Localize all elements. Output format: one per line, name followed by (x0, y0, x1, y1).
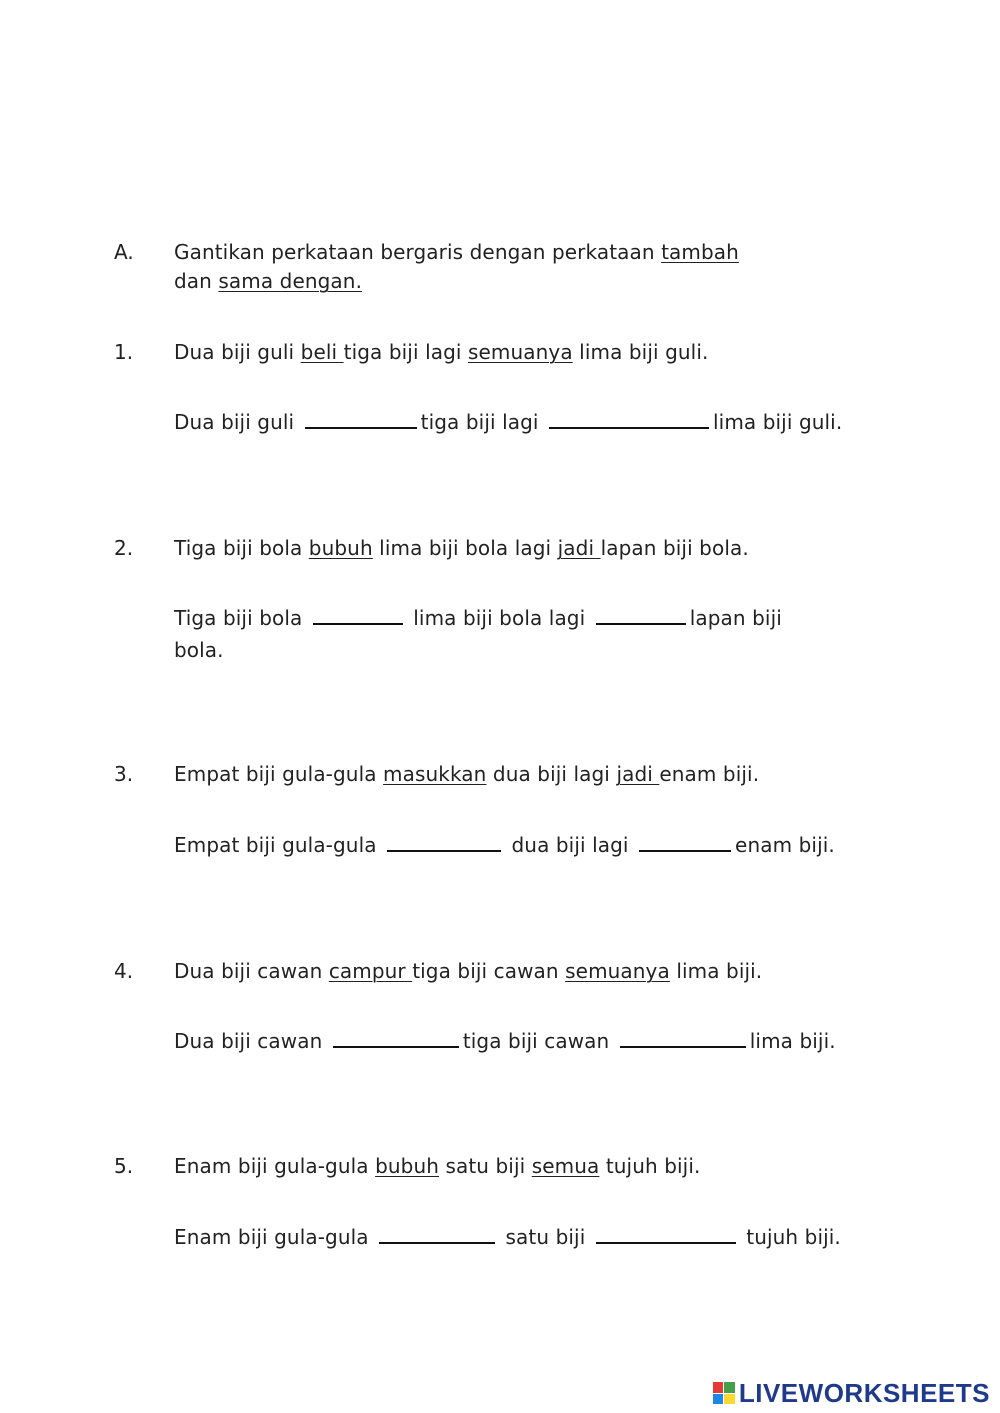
question-sentence: Dua biji guli beli tiga biji lagi semuanya lima biji guli. (174, 340, 709, 364)
answer-blank[interactable] (305, 407, 417, 429)
answer-sentence-continued: bola. (174, 638, 224, 662)
answer-sentence: Empat biji gula-gula dua biji lagi enam biji. (174, 830, 835, 860)
answer-sentence: Dua biji guli tiga biji lagi lima biji guli. (174, 407, 842, 437)
answer-sentence: Enam biji gula-gula satu biji tujuh biji. (174, 1222, 841, 1252)
question-number: 1. (114, 340, 134, 364)
question-sentence: Enam biji gula-gula bubuh satu biji semua tujuh biji. (174, 1154, 701, 1178)
instruction-word-tambah: tambah (661, 240, 739, 264)
section-label: A. (114, 240, 134, 264)
question-number: 4. (114, 959, 134, 983)
answer-blank[interactable] (596, 1222, 736, 1244)
question-number: 2. (114, 536, 134, 560)
question-sentence: Dua biji cawan campur tiga biji cawan semuanya lima biji. (174, 959, 763, 983)
question-number: 3. (114, 762, 134, 786)
answer-blank[interactable] (549, 407, 709, 429)
answer-blank[interactable] (639, 830, 731, 852)
brand-name: LIVEWORKSHEETS (738, 1377, 990, 1408)
answer-sentence: Dua biji cawan tiga biji cawan lima biji. (174, 1026, 836, 1056)
answer-sentence: Tiga biji bola lima biji bola lagi lapan biji (174, 603, 782, 633)
question-sentence: Tiga biji bola bubuh lima biji bola lagi jadi lapan biji bola. (174, 536, 749, 560)
instruction-line-1: Gantikan perkataan bergaris dengan perkataan tambah (174, 240, 739, 264)
answer-blank[interactable] (620, 1026, 746, 1048)
instruction-line-2: dan sama dengan. (174, 269, 363, 293)
liveworksheets-logo (713, 1377, 990, 1409)
question-sentence: Empat biji gula-gula masukkan dua biji lagi jadi enam biji. (174, 762, 760, 786)
question-number: 5. (114, 1154, 134, 1178)
instruction-word-sama-dengan: sama dengan. (218, 269, 363, 293)
liveworksheets-logo-icon (713, 1382, 735, 1404)
answer-blank[interactable] (379, 1222, 495, 1244)
answer-blank[interactable] (333, 1026, 459, 1048)
answer-blank[interactable] (596, 603, 686, 625)
answer-blank[interactable] (387, 830, 501, 852)
answer-blank[interactable] (313, 603, 403, 625)
